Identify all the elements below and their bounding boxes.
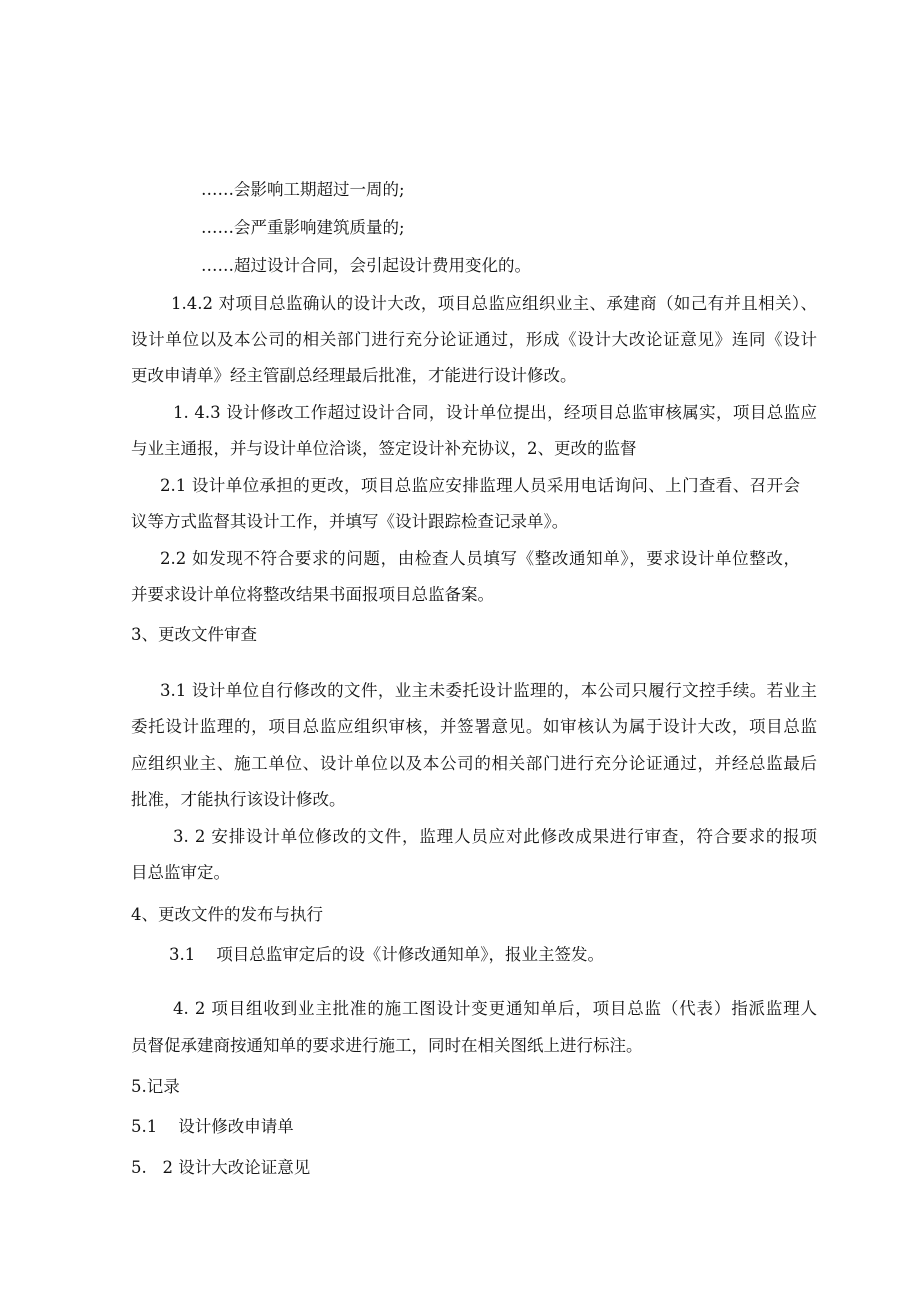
paragraph-line: 批准，才能执行该设计修改。 — [131, 790, 346, 809]
paragraph-line: 3.1 项目总监审定后的设《计修改通知单》，报业主签发。 — [169, 945, 604, 964]
list-item: ……会影响工期超过一周的; — [201, 180, 405, 199]
paragraph-line: 设计单位以及本公司的相关部门进行充分论证通过，形成《设计大改论证意见》连同《设计 — [131, 330, 817, 349]
paragraph-line: 3.1 设计单位自行修改的文件，业主未委托设计监理的，本公司只履行文控手续。若业主 — [160, 681, 817, 700]
paragraph-line: 4. 2 项目组收到业主批准的施工图设计变更通知单后，项目总监（代表）指派监理人 — [173, 999, 817, 1018]
paragraph-line: 并要求设计单位将整改结果书面报项目总监备案。 — [131, 585, 494, 604]
paragraph-line: 委托设计监理的，项目总监应组织审核，并签署意见。如审核认为属于设计大改，项目总监 — [131, 717, 817, 736]
paragraph-line: 应组织业主、施工单位、设计单位以及本公司的相关部门进行充分论证通过，并经总监最后 — [131, 754, 817, 773]
section-heading: 3、更改文件审查 — [131, 625, 257, 644]
list-item: ……超过设计合同，会引起设计费用变化的。 — [201, 256, 531, 275]
record-item: 5.1 设计修改申请单 — [131, 1117, 294, 1136]
section-heading: 5.记录 — [131, 1077, 180, 1096]
section-heading: 4、更改文件的发布与执行 — [131, 905, 323, 924]
paragraph-line: 目总监审定。 — [131, 863, 230, 882]
list-item: ……会严重影响建筑质量的; — [201, 218, 405, 237]
paragraph-line: 1. 4.3 设计修改工作超过设计合同，设计单位提出，经项目总监审核属实，项目总监应 — [173, 403, 817, 422]
record-item: 5. 2 设计大改论证意见 — [131, 1158, 311, 1177]
paragraph-line: 1.4.2 对项目总监确认的设计大改，项目总监应组织业主、承建商（如己有并且相关）、 — [171, 294, 817, 313]
paragraph-line: 2.1 设计单位承担的更改，项目总监应安排监理人员采用电话询问、上门查看、召开会 — [160, 476, 800, 495]
paragraph-line: 3. 2 安排设计单位修改的文件，监理人员应对此修改成果进行审查，符合要求的报项 — [173, 827, 817, 846]
paragraph-line: 与业主通报，并与设计单位洽谈，签定设计补充协议，2、更改的监督 — [131, 439, 637, 458]
paragraph-line: 2.2 如发现不符合要求的问题，由检查人员填写《整改通知单》，要求设计单位整改， — [160, 549, 800, 568]
paragraph-line: 议等方式监督其设计工作，并填写《设计跟踪检查记录单》。 — [131, 512, 569, 531]
paragraph-line: 员督促承建商按通知单的要求进行施工，同时在相关图纸上进行标注。 — [131, 1036, 643, 1055]
paragraph-line: 更改申请单》经主管副总经理最后批准，才能进行设计修改。 — [131, 366, 577, 385]
